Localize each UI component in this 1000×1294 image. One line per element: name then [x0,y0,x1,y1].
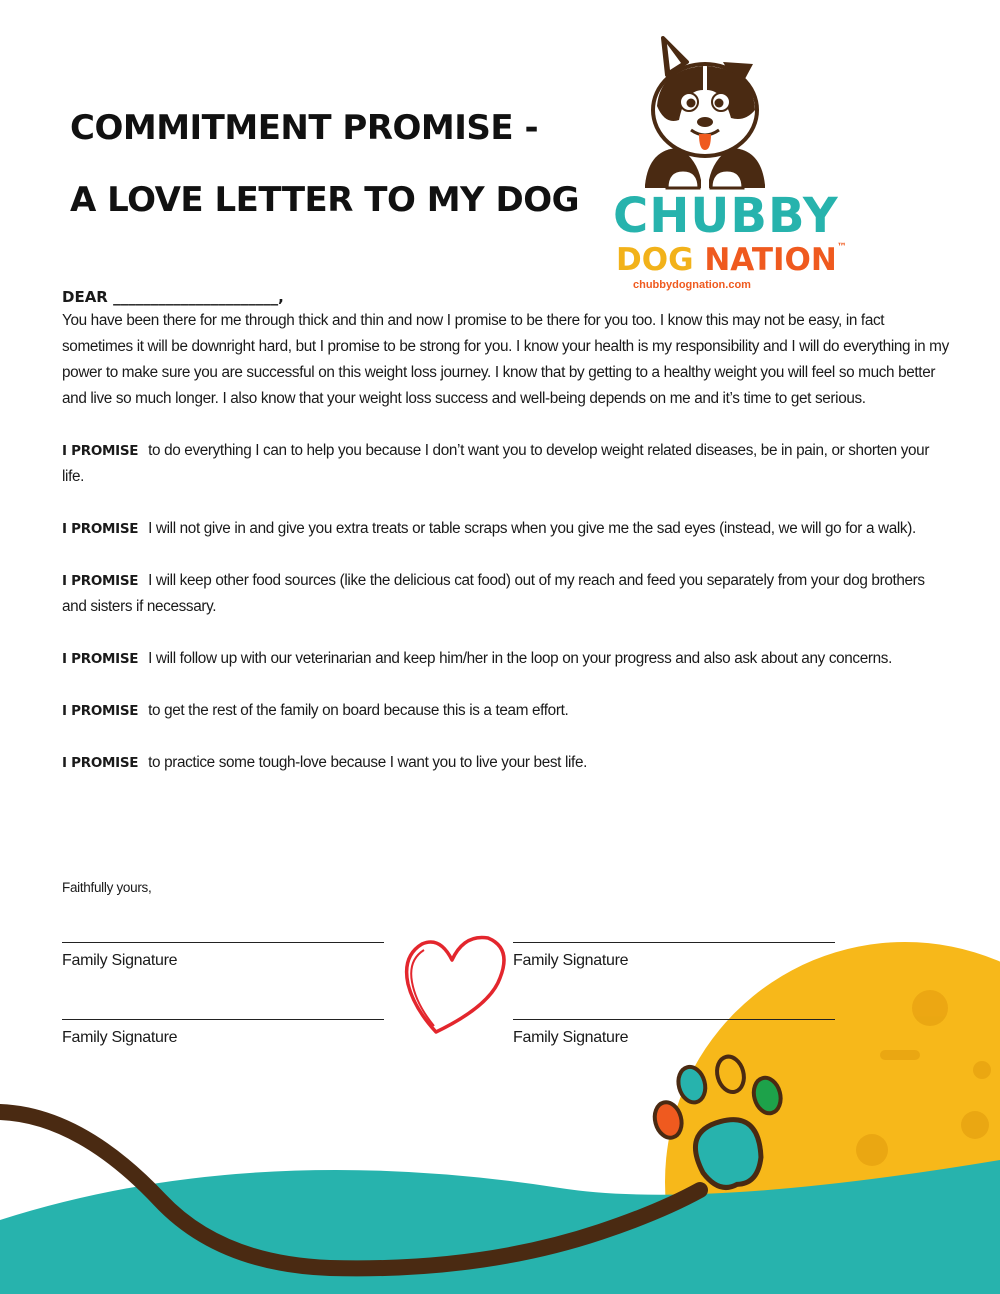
heart-icon [400,928,512,1036]
letter-greeting: DEAR ______________________, [62,288,284,306]
promise-text: I will not give in and give you extra treats or table scraps when you give me the sad eyes (instead, we will go for a walk). [148,520,916,537]
letter-closing: Faithfully yours, [62,880,152,895]
signature-label: Family Signature [513,1029,629,1046]
promise-text: I will keep other food sources (like the delicious cat food) out of my reach and feed you separately from your dog brothers and sisters if necessary. [62,572,925,615]
signature-line[interactable] [513,1019,835,1020]
logo-word-nation: NATION [704,242,837,278]
title-line-2: A LOVE LETTER TO MY DOG [70,180,580,220]
promise-label: I PROMISE [62,521,139,537]
signature-line[interactable] [513,942,835,943]
signature-label: Family Signature [62,952,178,969]
letter-intro: You have been there for me through thick and thin and now I promise to be there for you too. I know this may not be easy, in fact sometimes it will be downright hard, but I promise to be strong for you. I know your health is my responsibility and I will do everything in my power to make sure you are successful on this weight loss journey. I know that by getting to a healthy weight you will feel so much better and live so much longer. I also know that your weight loss success and well-being depends on me and it’s time to get serious. [62,312,949,407]
page-title [70,108,579,252]
promise-item [62,646,952,672]
promise-text: to get the rest of the family on board because this is a team effort. [148,702,569,719]
signature-line[interactable] [62,1019,384,1020]
signature-block [513,1019,835,1047]
promise-item [62,438,952,490]
promise-label: I PROMISE [62,755,139,771]
promise-label: I PROMISE [62,573,139,589]
signature-block [513,942,835,970]
logo-word-dog: DOG [616,242,694,278]
promise-item [62,698,952,724]
promise-text: to practice some tough-love because I want you to live your best life. [148,754,588,771]
logo-trademark: ™ [836,242,847,253]
signature-block [62,1019,384,1047]
promise-label: I PROMISE [62,443,139,459]
signature-label: Family Signature [513,952,629,969]
signature-block [62,942,384,970]
promise-label: I PROMISE [62,703,139,719]
promise-label: I PROMISE [62,651,139,667]
promise-text: I will follow up with our veterinarian and keep him/her in the loop on your progress and also ask about any concerns. [148,650,892,667]
logo-wordmark-chubby: CHUBBY [613,188,839,244]
logo-wordmark-dog-nation [616,242,847,278]
letter-body [62,286,952,802]
title-line-1: COMMITMENT PROMISE - [70,108,539,148]
promise-item [62,750,952,776]
signature-label: Family Signature [62,1029,178,1046]
logo-url: chubbydognation.com [633,279,751,291]
promise-item [62,568,952,620]
signature-line[interactable] [62,942,384,943]
promise-text: to do everything I can to help you because I don’t want you to develop weight related diseases, be in pain, or shorten your life. [62,442,930,485]
promise-item [62,516,952,542]
